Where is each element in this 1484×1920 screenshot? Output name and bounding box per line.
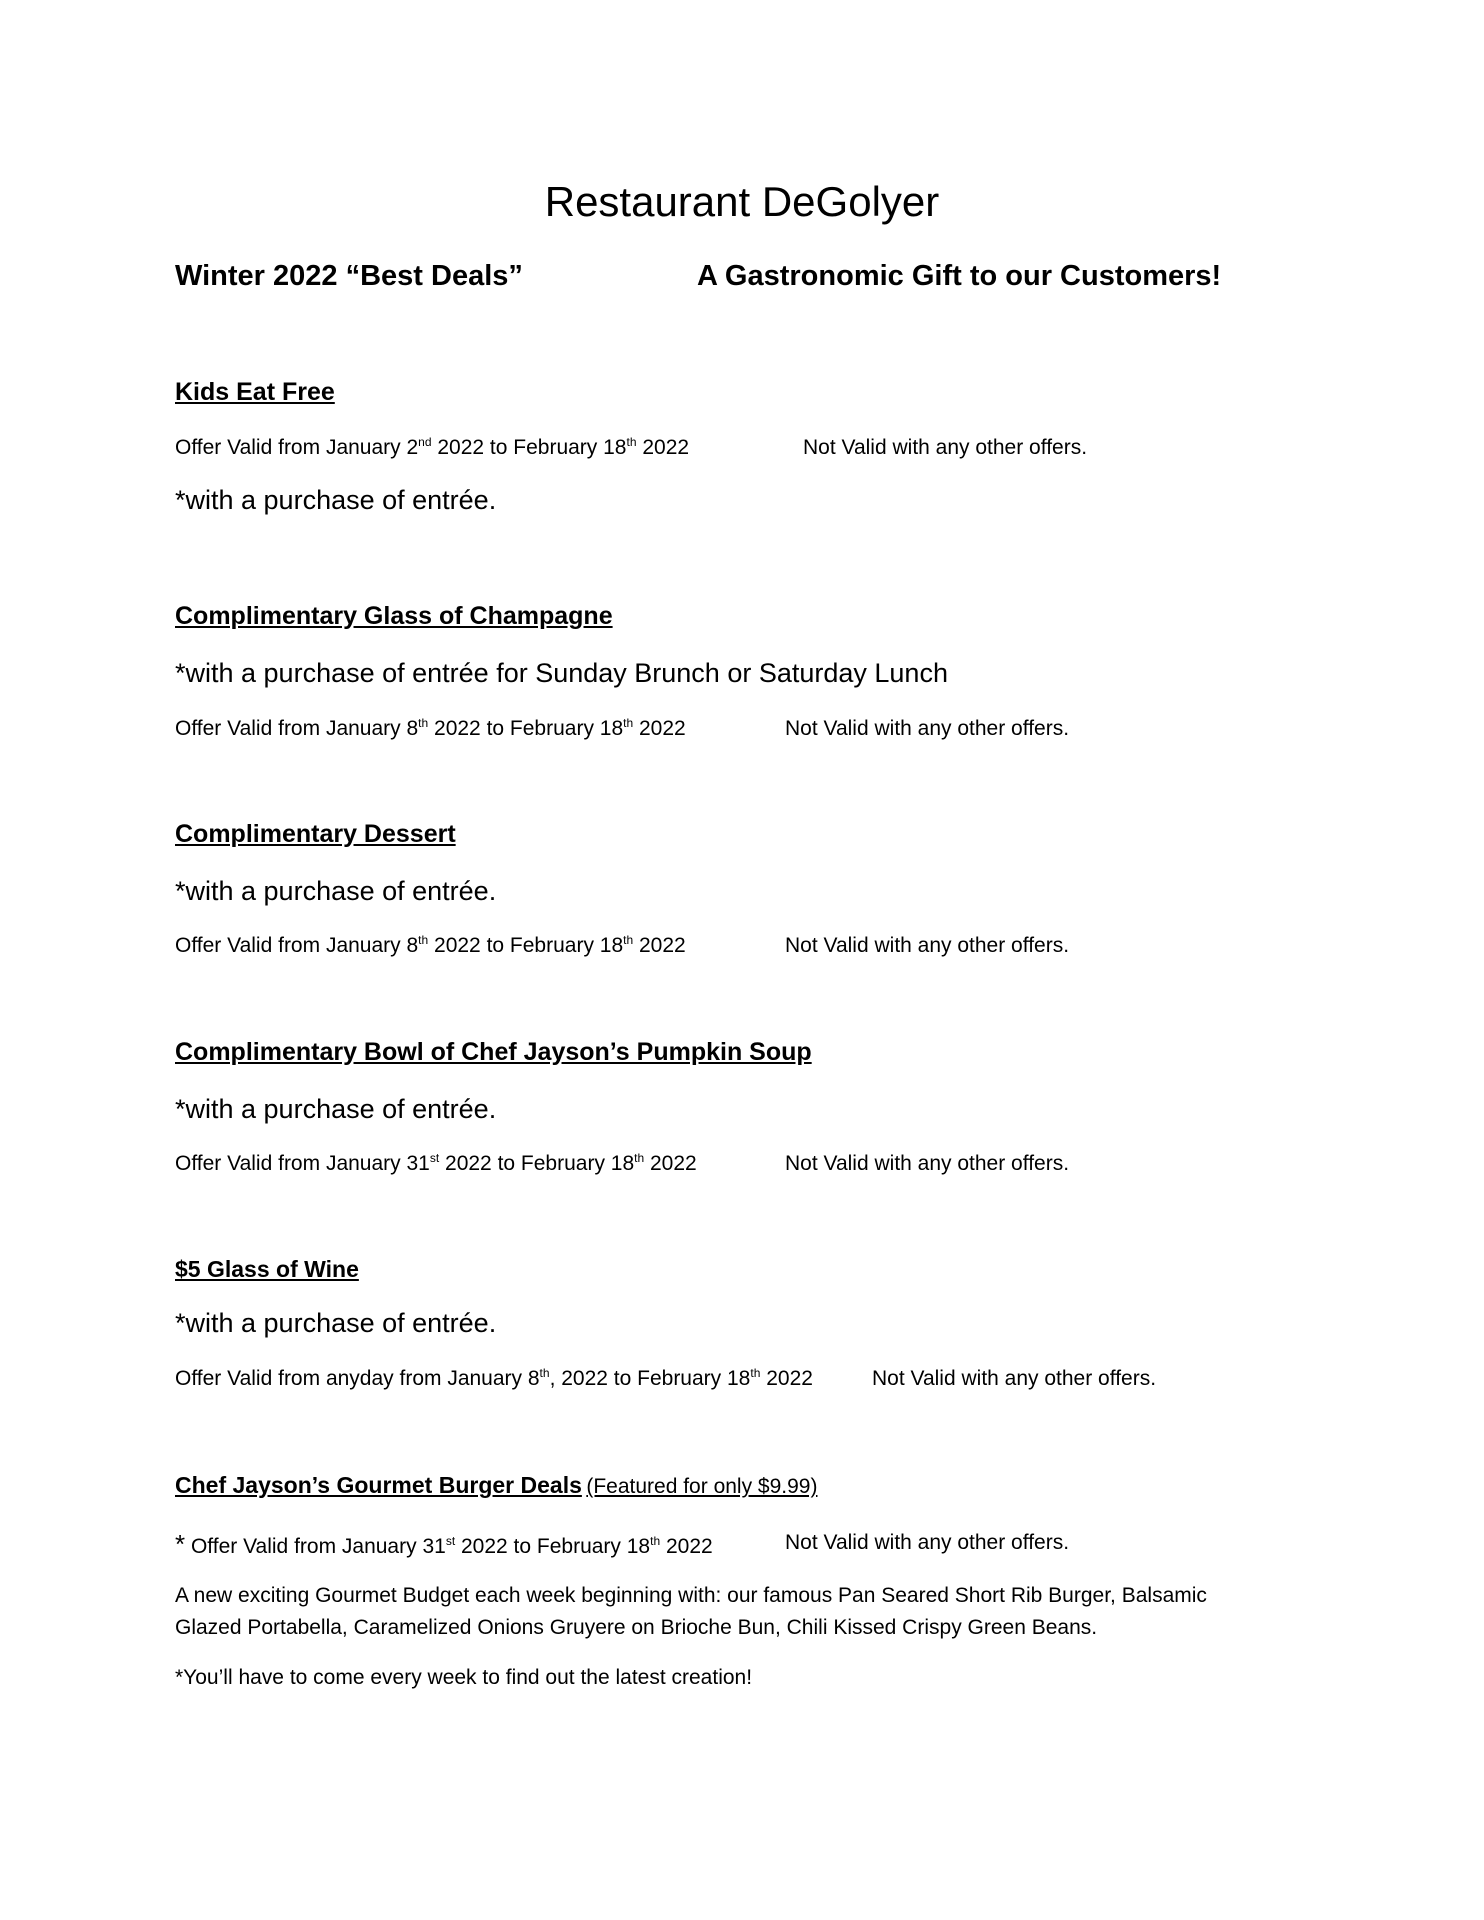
offer-validity-wine: Offer Valid from anyday from January 8th, 2022 to February 18th 2022 bbox=[175, 1366, 813, 1390]
section-heading-pumpkin-soup: Complimentary Bowl of Chef Jayson’s Pumpkin Soup bbox=[175, 1038, 812, 1066]
note-kids: *with a purchase of entrée. bbox=[175, 485, 497, 515]
offer-validity-champagne: Offer Valid from January 8th 2022 to February 18th 2022 bbox=[175, 716, 686, 740]
burger-description-line1: A new exciting Gourmet Budget each week beginning with: our famous Pan Seared Short Rib Burger, Balsamic bbox=[175, 1584, 1207, 1607]
offer-validity-burger: * Offer Valid from January 31st 2022 to February 18th 2022 bbox=[175, 1529, 713, 1559]
offer-validity-dessert: Offer Valid from January 8th 2022 to February 18th 2022 bbox=[175, 933, 686, 957]
not-valid-wine: Not Valid with any other offers. bbox=[872, 1367, 1157, 1390]
subtitle-right: A Gastronomic Gift to our Customers! bbox=[697, 260, 1222, 292]
not-valid-pumpkin-soup: Not Valid with any other offers. bbox=[785, 1152, 1070, 1175]
subtitle-left: Winter 2022 “Best Deals” bbox=[175, 260, 523, 292]
section-heading-dessert: Complimentary Dessert bbox=[175, 820, 456, 848]
burger-heading-text: Chef Jayson’s Gourmet Burger Deals bbox=[175, 1472, 582, 1498]
page-title: Restaurant DeGolyer bbox=[544, 178, 940, 225]
note-pumpkin-soup: *with a purchase of entrée. bbox=[175, 1094, 497, 1124]
closing-note: *You’ll have to come every week to find out the latest creation! bbox=[175, 1666, 753, 1689]
not-valid-kids: Not Valid with any other offers. bbox=[803, 436, 1088, 459]
section-heading-burger bbox=[175, 1472, 817, 1499]
not-valid-burger: Not Valid with any other offers. bbox=[785, 1531, 1070, 1554]
section-heading-wine: $5 Glass of Wine bbox=[175, 1256, 359, 1282]
not-valid-dessert: Not Valid with any other offers. bbox=[785, 934, 1070, 957]
section-heading-champagne: Complimentary Glass of Champagne bbox=[175, 602, 613, 630]
note-champagne: *with a purchase of entrée for Sunday Brunch or Saturday Lunch bbox=[175, 658, 948, 688]
not-valid-champagne: Not Valid with any other offers. bbox=[785, 717, 1070, 740]
burger-heading-price: (Featured for only $9.99) bbox=[586, 1475, 818, 1498]
note-dessert: *with a purchase of entrée. bbox=[175, 876, 497, 906]
offer-validity-pumpkin-soup: Offer Valid from January 31st 2022 to February 18th 2022 bbox=[175, 1151, 697, 1175]
note-wine: *with a purchase of entrée. bbox=[175, 1308, 497, 1338]
offer-validity-kids: Offer Valid from January 2nd 2022 to February 18th 2022 bbox=[175, 435, 690, 459]
section-heading-kids-eat-free: Kids Eat Free bbox=[175, 378, 335, 406]
burger-description-line2: Glazed Portabella, Caramelized Onions Gruyere on Brioche Bun, Chili Kissed Crispy Green Beans. bbox=[175, 1616, 1098, 1639]
